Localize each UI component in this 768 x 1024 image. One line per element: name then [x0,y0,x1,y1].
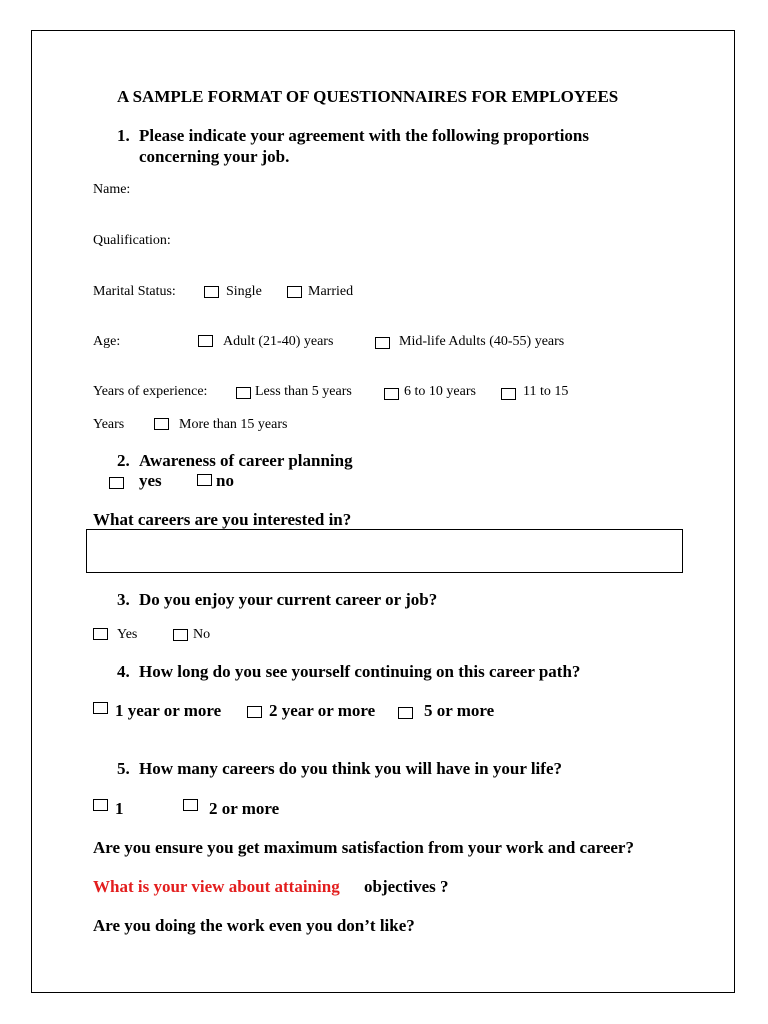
q2-number: 2. [117,451,130,470]
q5-opt1-label: 1 [115,799,124,818]
q5-opt2-checkbox[interactable] [183,799,198,811]
dislike-question: Are you doing the work even you don’t like? [93,916,415,935]
age-adult-label: Adult (21-40) years [223,334,334,349]
marital-married-label: Married [308,284,354,299]
view-question-highlighted: What is your view about attaining [93,877,340,896]
view-question-rest: objectives ? [364,877,449,896]
name-label: Name: [93,182,131,197]
experience-gt15-label: More than 15 years [179,417,288,432]
marital-married-checkbox[interactable] [287,286,302,298]
q3-text: Do you enjoy your current career or job? [139,590,438,609]
q2-text: Awareness of career planning [139,451,353,470]
experience-11to15-checkbox[interactable] [501,388,516,400]
q4-opt3-checkbox[interactable] [398,707,413,719]
experience-gt15-checkbox[interactable] [154,418,169,430]
q3-no-checkbox[interactable] [173,629,188,641]
careers-answer-box[interactable] [86,529,683,573]
experience-6to10-checkbox[interactable] [384,388,399,400]
q4-opt1-checkbox[interactable] [93,702,108,714]
page-title: A SAMPLE FORMAT OF QUESTIONNAIRES FOR EMPLOYEES [117,87,619,106]
q4-opt2-label: 2 year or more [269,701,376,720]
age-label: Age: [93,334,121,349]
marital-status-label: Marital Status: [93,284,176,299]
q5-number: 5. [117,759,130,778]
q1-text-line2: concerning your job. [139,147,290,166]
marital-single-label: Single [226,284,262,299]
experience-lt5-checkbox[interactable] [236,387,251,399]
satisfaction-question: Are you ensure you get maximum satisfaction from your work and career? [93,838,634,857]
q3-no-label: No [193,627,211,642]
q2-no-label: no [216,471,234,490]
q2-yes-checkbox[interactable] [109,477,124,489]
q1-text-line1: Please indicate your agreement with the following proportions [139,126,590,145]
q5-opt1-checkbox[interactable] [93,799,108,811]
qualification-label: Qualification: [93,233,171,248]
q4-text: How long do you see yourself continuing on this career path? [139,662,581,681]
marital-single-checkbox[interactable] [204,286,219,298]
q3-number: 3. [117,590,130,609]
q4-opt1-label: 1 year or more [115,701,222,720]
age-midlife-label: Mid-life Adults (40-55) years [399,334,565,349]
q1-number: 1. [117,126,130,145]
q4-opt3-label: 5 or more [424,701,495,720]
age-midlife-checkbox[interactable] [375,337,390,349]
experience-11to15-label: 11 to 15 [523,384,569,399]
q4-number: 4. [117,662,130,681]
q3-yes-label: Yes [117,627,138,642]
q3-yes-checkbox[interactable] [93,628,108,640]
experience-lt5-label: Less than 5 years [255,384,352,399]
experience-years-label: Years [93,417,125,432]
q2-yes-label: yes [139,471,162,490]
q5-text: How many careers do you think you will have in your life? [139,759,562,778]
experience-6to10-label: 6 to 10 years [404,384,476,399]
careers-question: What careers are you interested in? [93,510,352,529]
q2-no-checkbox[interactable] [197,474,212,486]
q4-opt2-checkbox[interactable] [247,706,262,718]
age-adult-checkbox[interactable] [198,335,213,347]
experience-label: Years of experience: [93,384,208,399]
q5-opt2-label: 2 or more [209,799,280,818]
